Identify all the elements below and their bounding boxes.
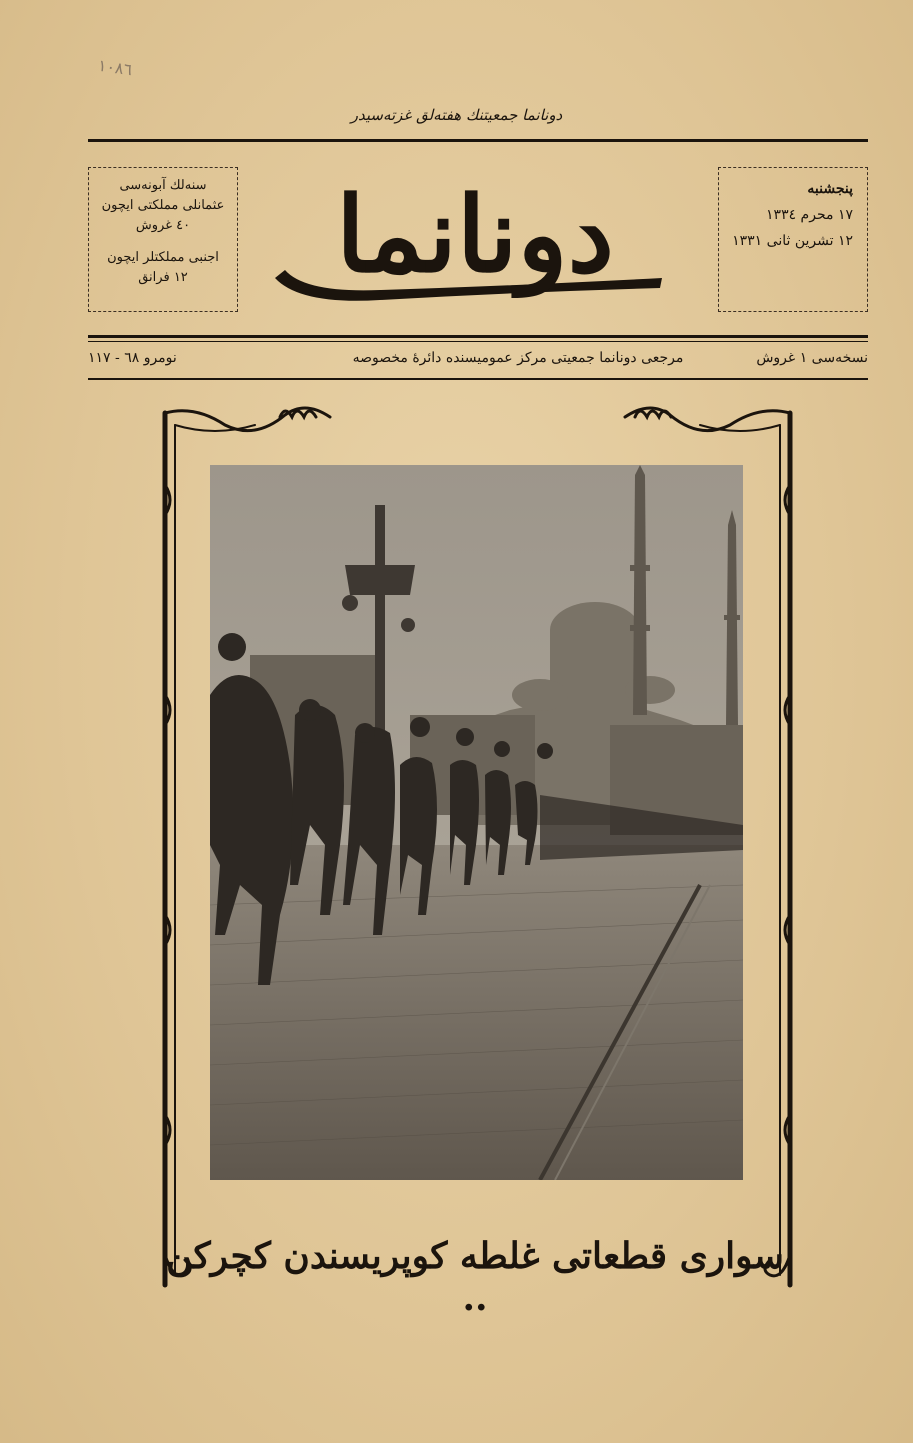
administration-note: مرجعى دونانما جمعيتى مركز عموميسنده دائرهٔ مخصوصه — [352, 350, 684, 366]
subscription-line-4: اجنبى مملكتلر ايچون — [107, 250, 219, 265]
photo-caption: سوارى قطعاتى غلطه كوپريسندن كچركن .. — [166, 1235, 784, 1319]
date-box — [718, 167, 868, 312]
info-bar — [88, 346, 868, 376]
masthead-rule — [88, 335, 868, 338]
issue-price: نسخه‌سى ١ غروش — [756, 350, 868, 366]
tagline: دونانما جمعيتنك هفته‌لق غزته‌سيدر — [350, 106, 563, 124]
masthead-title: دونانما — [336, 173, 614, 296]
masthead-rule-thin — [88, 341, 868, 342]
archive-pencil-note: ١٠٨٦ — [96, 55, 134, 80]
info-rule — [88, 378, 868, 380]
issue-number: نومرو ٦٨ - ١١٧ — [88, 350, 177, 366]
masthead — [240, 160, 710, 310]
cavalry-photo — [210, 465, 743, 1180]
top-rule — [88, 139, 868, 142]
subscription-box — [88, 167, 238, 312]
subscription-line-1: سنه‌لك آبونه‌سى — [119, 178, 207, 193]
date-rumi: ١٢ تشرين ثانى ١٣٣١ — [732, 233, 853, 249]
subscription-line-2: عثمانلى مملكتى ايچون — [101, 198, 225, 213]
cavalry-on-galata-bridge-photo — [210, 465, 743, 1180]
date-day: پنجشنبه — [807, 181, 853, 197]
subscription-line-5: ١٢ فرانق — [138, 270, 188, 285]
subscription-line-3: ٤٠ غروش — [135, 218, 191, 233]
date-hijri: ١٧ محرم ١٣٣٤ — [766, 207, 853, 223]
